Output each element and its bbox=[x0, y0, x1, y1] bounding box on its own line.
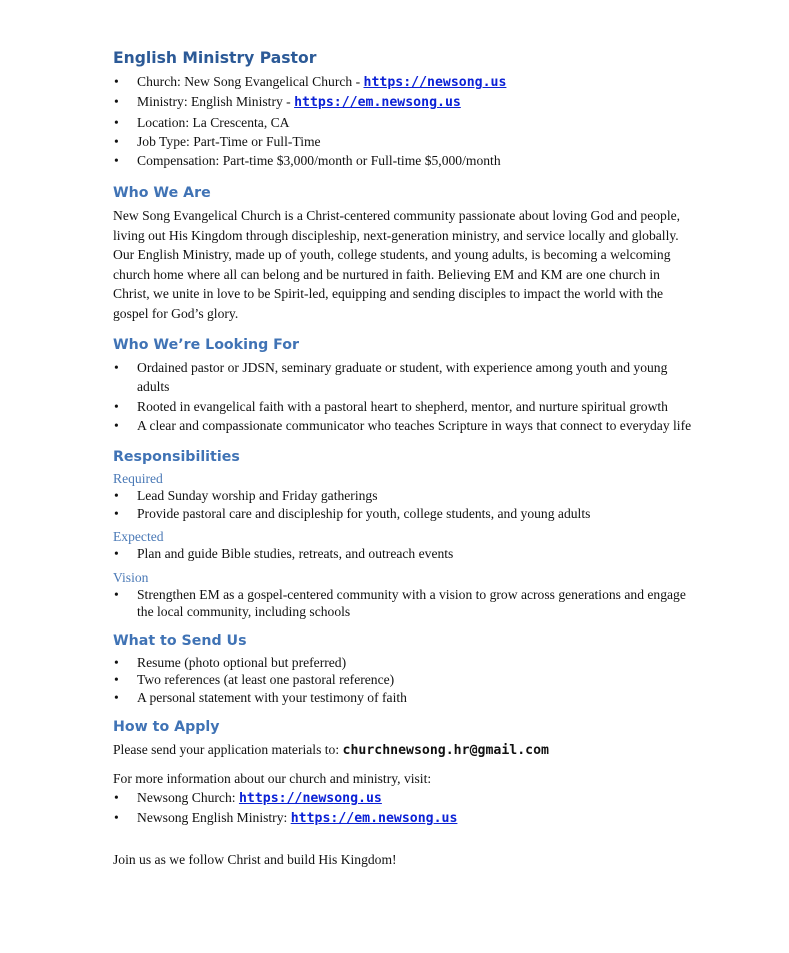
apply-heading: How to Apply bbox=[113, 719, 220, 736]
list-item: • Compensation: Part-time $3,000/month or Full-time $5,000/month bbox=[114, 153, 501, 169]
vision-list bbox=[113, 586, 693, 621]
required-subheading: Required bbox=[113, 471, 163, 487]
ministry-link[interactable]: https://em.newsong.us bbox=[294, 95, 461, 111]
who-we-are-paragraph: New Song Evangelical Church is a Christ-centered community passionate about loving God and people, living out His Kingdom through discipleship, next-generation ministry, and service locally and globally. Our English Ministry, made up of youth, college students, and young adults, is becoming a welcoming church home where all can belong and be nurtured in faith. Believing EM and KM are one church in Christ, we unite in love to be Spirit-led, equipping and sending disciples to impact the world with the gospel for God’s glory. bbox=[113, 208, 681, 321]
list-item: • Newsong Church: https://newsong.us bbox=[114, 789, 382, 806]
who-we-are-heading: Who We Are bbox=[113, 185, 211, 202]
list-item: • Provide pastoral care and discipleship for youth, college students, and young adults bbox=[114, 505, 591, 521]
list-item: • Location: La Crescenta, CA bbox=[114, 114, 290, 130]
more-info-text: For more information about our church and ministry, visit: bbox=[113, 770, 432, 786]
responsibilities-heading: Responsibilities bbox=[113, 449, 240, 466]
list-item: • Church: New Song Evangelical Church - https://newsong.us bbox=[114, 74, 507, 90]
expected-subheading: Expected bbox=[113, 529, 164, 545]
send-us-list bbox=[113, 654, 693, 707]
list-item: • Two references (at least one pastoral reference) bbox=[114, 672, 395, 688]
newsong-church-link[interactable]: https://newsong.us bbox=[238, 790, 382, 806]
newsong-em-link[interactable]: https://em.newsong.us bbox=[290, 811, 458, 827]
required-list bbox=[113, 487, 693, 522]
list-item: • Job Type: Part-Time or Full-Time bbox=[114, 133, 321, 149]
church-link[interactable]: https://newsong.us bbox=[363, 75, 507, 90]
vision-subheading: Vision bbox=[113, 569, 149, 585]
looking-for-heading: Who We’re Looking For bbox=[113, 336, 300, 353]
job-posting-document bbox=[113, 48, 693, 869]
list-item: • Resume (photo optional but preferred) bbox=[114, 654, 347, 670]
overview-list bbox=[113, 72, 693, 170]
list-item: • Lead Sunday worship and Friday gatherings bbox=[114, 488, 378, 504]
list-item: • Rooted in evangelical faith with a pastoral heart to shepherd, mentor, and nurture spiritual growth bbox=[114, 398, 668, 414]
list-item: • Newsong English Ministry: https://em.newsong.us bbox=[114, 810, 458, 827]
list-item: • A clear and compassionate communicator who teaches Scripture in ways that connect to everyday life bbox=[114, 417, 692, 433]
application-email: churchnewsong.hr@gmail.com bbox=[342, 743, 549, 759]
looking-for-list bbox=[113, 358, 693, 435]
apply-instruction: Please send your application materials to: churchnewsong.hr@gmail.com bbox=[113, 742, 549, 759]
list-item: • Plan and guide Bible studies, retreats, and outreach events bbox=[114, 546, 454, 562]
send-us-heading: What to Send Us bbox=[113, 632, 247, 649]
list-item: • Strengthen EM as a gospel-centered community with a vision to grow across generations and engage the local community, including schools bbox=[114, 586, 686, 620]
more-info-links bbox=[113, 788, 693, 829]
list-item: • Ministry: English Ministry - https://em.newsong.us bbox=[114, 94, 461, 111]
list-item: • A personal statement with your testimony of faith bbox=[114, 689, 407, 705]
closing-line: Join us as we follow Christ and build His Kingdom! bbox=[113, 851, 397, 867]
page-title: English Ministry Pastor bbox=[113, 49, 317, 67]
list-item: • Ordained pastor or JDSN, seminary graduate or student, with experience among youth and young adults bbox=[114, 359, 668, 395]
expected-list bbox=[113, 545, 693, 563]
